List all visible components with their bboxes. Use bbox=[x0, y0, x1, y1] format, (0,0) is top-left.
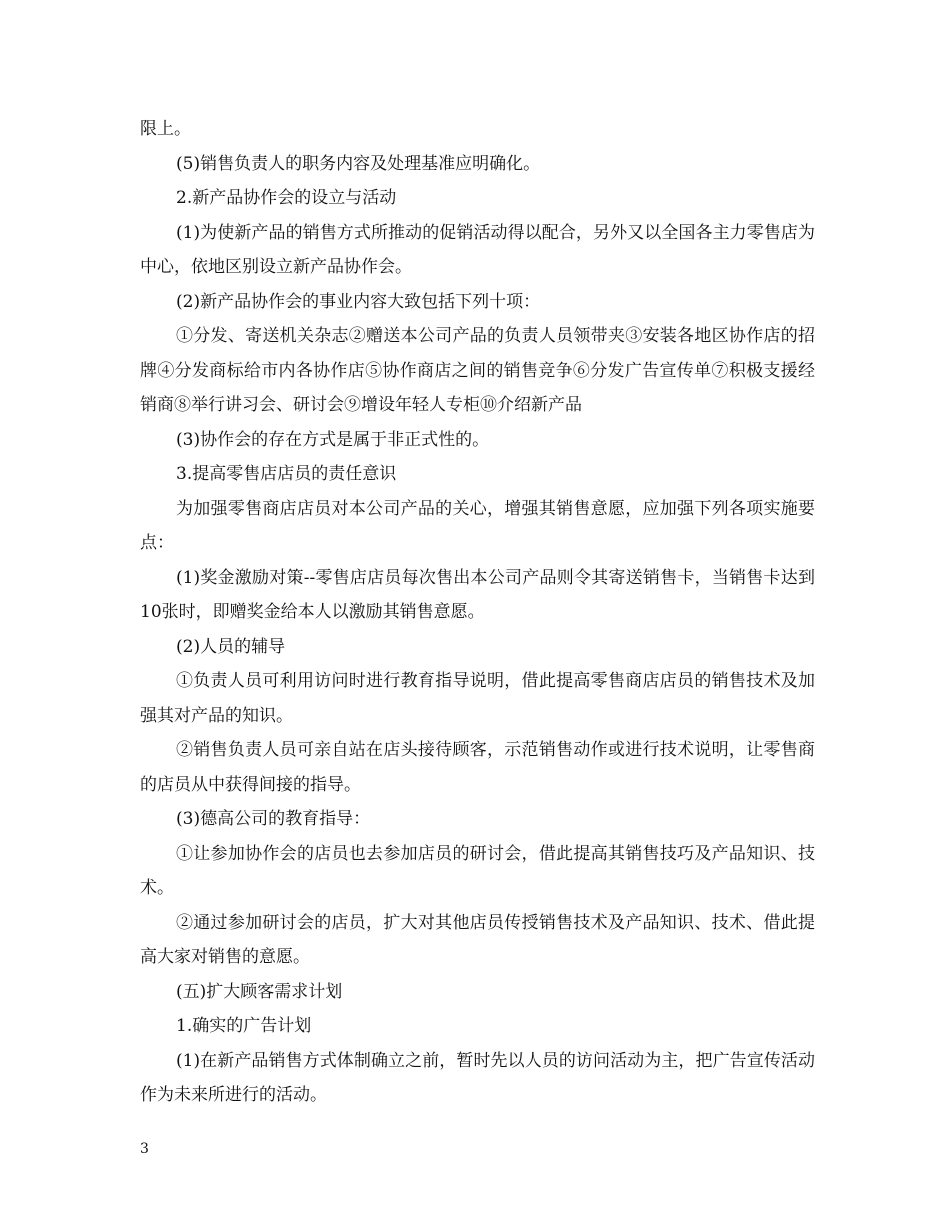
paragraph: ①让参加协作会的店员也去参加店员的研讨会，借此提高其销售技巧及产品知识、技术。 bbox=[140, 843, 815, 898]
paragraph: (2)人员的辅导 bbox=[176, 636, 286, 657]
paragraph: ②通过参加研讨会的店员，扩大对其他店员传授销售技术及产品知识、技术、借此提高大家对销售的意愿。 bbox=[140, 912, 815, 967]
paragraph: (1)为使新产品的销售方式所推动的促销活动得以配合，另外又以全国各主力零售店为中心，依地区别设立新产品协作会。 bbox=[140, 222, 815, 277]
paragraph: (1)在新产品销售方式体制确立之前，暂时先以人员的访问活动为主，把广告宣传活动作为未来所进行的活动。 bbox=[140, 1050, 815, 1105]
section-heading: 3.提高零售店店员的责任意识 bbox=[176, 464, 397, 484]
page-number: 3 bbox=[140, 1141, 149, 1157]
paragraph-continuation: 限上。 bbox=[140, 119, 191, 139]
paragraph: (3)协作会的存在方式是属于非正式性的。 bbox=[176, 429, 490, 450]
document-body bbox=[140, 112, 815, 1113]
paragraph: (3)德高公司的教育指导： bbox=[176, 809, 371, 829]
paragraph: ②销售负责人员可亲自站在店头接待顾客，示范销售动作或进行技术说明，让零售商的店员从中获得间接的指导。 bbox=[140, 740, 815, 795]
paragraph: 为加强零售商店店员对本公司产品的关心，增强其销售意愿，应加强下列各项实施要点： bbox=[140, 498, 815, 553]
paragraph: ①负责人员可利用访问时进行教育指导说明，借此提高零售商店店员的销售技术及加强其对产品的知识。 bbox=[140, 671, 815, 726]
paragraph: (5)销售负责人的职务内容及处理基准应明确化。 bbox=[176, 153, 541, 174]
section-heading: (五)扩大顾客需求计划 bbox=[176, 981, 343, 1002]
section-heading: 2.新产品协作会的设立与活动 bbox=[176, 188, 397, 208]
paragraph: (2)新产品协作会的事业内容大致包括下列十项： bbox=[176, 291, 541, 312]
section-heading: 1.确实的广告计划 bbox=[176, 1016, 312, 1036]
paragraph: (1)奖金激励对策--零售店店员每次售出本公司产品则令其寄送销售卡，当销售卡达到10张时，即赠奖金给本人以激励其销售意愿。 bbox=[140, 567, 815, 622]
paragraph: ①分发、寄送机关杂志②赠送本公司产品的负责人员领带夹③安装各地区协作店的招牌④分发商标给市内各协作店⑤协作商店之间的销售竞争⑥分发广告宣传单⑦积极支援经销商⑧举行讲习会、研讨会⑨增设年轻人专柜⑩介绍新产品 bbox=[140, 326, 815, 415]
